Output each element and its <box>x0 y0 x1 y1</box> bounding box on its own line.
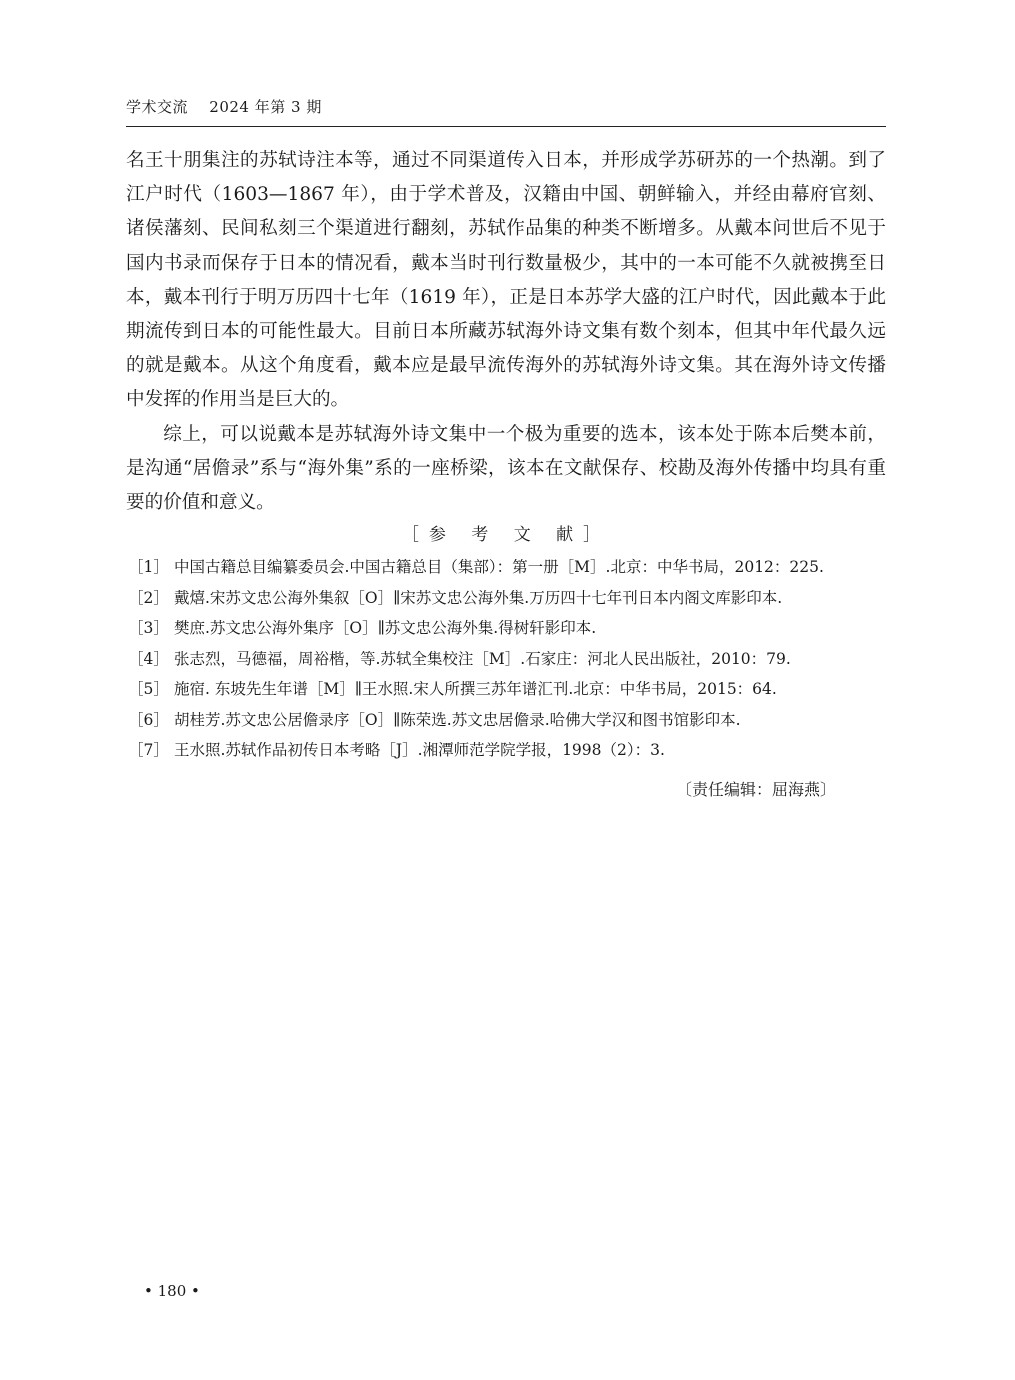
reference-item <box>128 674 888 705</box>
reference-number: ［7］ <box>128 741 169 759</box>
reference-number: ［3］ <box>128 619 169 637</box>
reference-number: ［2］ <box>128 588 169 607</box>
reference-text: 王水照.苏轼作品初传日本考略［J］.湘潭师范学院学报，1998（2）：3. <box>174 741 665 759</box>
issue-label: 2024 年第 3 期 <box>209 98 322 116</box>
reference-item <box>128 735 888 766</box>
reference-item <box>128 552 888 583</box>
body-paragraph: 名王十朋集注的苏轼诗注本等，通过不同渠道传入日本，并形成学苏研苏的一个热潮。到了江户时代（1603—1867 年），由于学术普及，汉籍由中国、朝鲜输入，并经由幕府官刻、诸侯藩刻、民间私刻三个渠道进行翻刻，苏轼作品集的种类不断增多。从戴本问世后不见于国内书录而保存于日本的情况看，戴本当时刊行数量极少，其中的一本可能不久就被携至日本，戴本刊行于明万历四十七年（1619 年），正是日本苏学大盛的江户时代，因此戴本于此期流传到日本的可能性最大。目前日本所藏苏轼海外诗文集有数个刻本，但其中年代最久远的就是戴本。从这个角度看，戴本应是最早流传海外的苏轼海外诗文集。其在海外诗文传播中发挥的作用当是巨大的。 <box>126 150 886 411</box>
reference-text: 胡桂芳.苏文忠公居儋录序［O］∥陈荣选.苏文忠居儋录.哈佛大学汉和图书馆影印本. <box>174 710 741 729</box>
article-body <box>126 144 886 520</box>
journal-name: 学术交流 <box>126 98 189 116</box>
body-paragraph: 综上，可以说戴本是苏轼海外诗文集中一个极为重要的选本，该本处于陈本后樊本前，是沟通“居儋录”系与“海外集”系的一座桥梁，该本在文献保存、校勘及海外传播中均具有重要的价值和意义。 <box>126 423 886 514</box>
reference-text: 樊庶.苏文忠公海外集序［O］∥苏文忠公海外集.得树轩影印本. <box>174 619 597 637</box>
reference-text: 中国古籍总目编纂委员会.中国古籍总目（集部）：第一册［M］.北京：中华书局，2012：225. <box>174 558 824 576</box>
running-header <box>126 96 886 127</box>
reference-text: 戴熺.宋苏文忠公海外集叙［O］∥宋苏文忠公海外集.万历四十七年刊日本内阁文库影印本. <box>174 588 783 607</box>
reference-number: ［5］ <box>128 680 169 698</box>
reference-list <box>128 552 888 766</box>
reference-number: ［6］ <box>128 710 169 729</box>
reference-item <box>128 705 888 736</box>
reference-number: ［4］ <box>128 649 169 668</box>
reference-text: 施宿. 东坡先生年谱［M］∥王水照.宋人所撰三苏年谱汇刊.北京：中华书局，2015：64. <box>174 680 777 698</box>
page-number: • 180 • <box>144 1282 200 1300</box>
reference-item <box>128 583 888 614</box>
reference-item <box>128 613 888 644</box>
reference-item <box>128 644 888 675</box>
references-heading: ［参 考 文 献］ <box>401 525 611 545</box>
reference-number: ［1］ <box>128 558 169 576</box>
responsible-editor: 〔责任编辑：屈海燕〕 <box>676 780 837 799</box>
reference-text: 张志烈，马德福，周裕楷，等.苏轼全集校注［M］.石家庄：河北人民出版社，2010：79. <box>174 649 791 668</box>
